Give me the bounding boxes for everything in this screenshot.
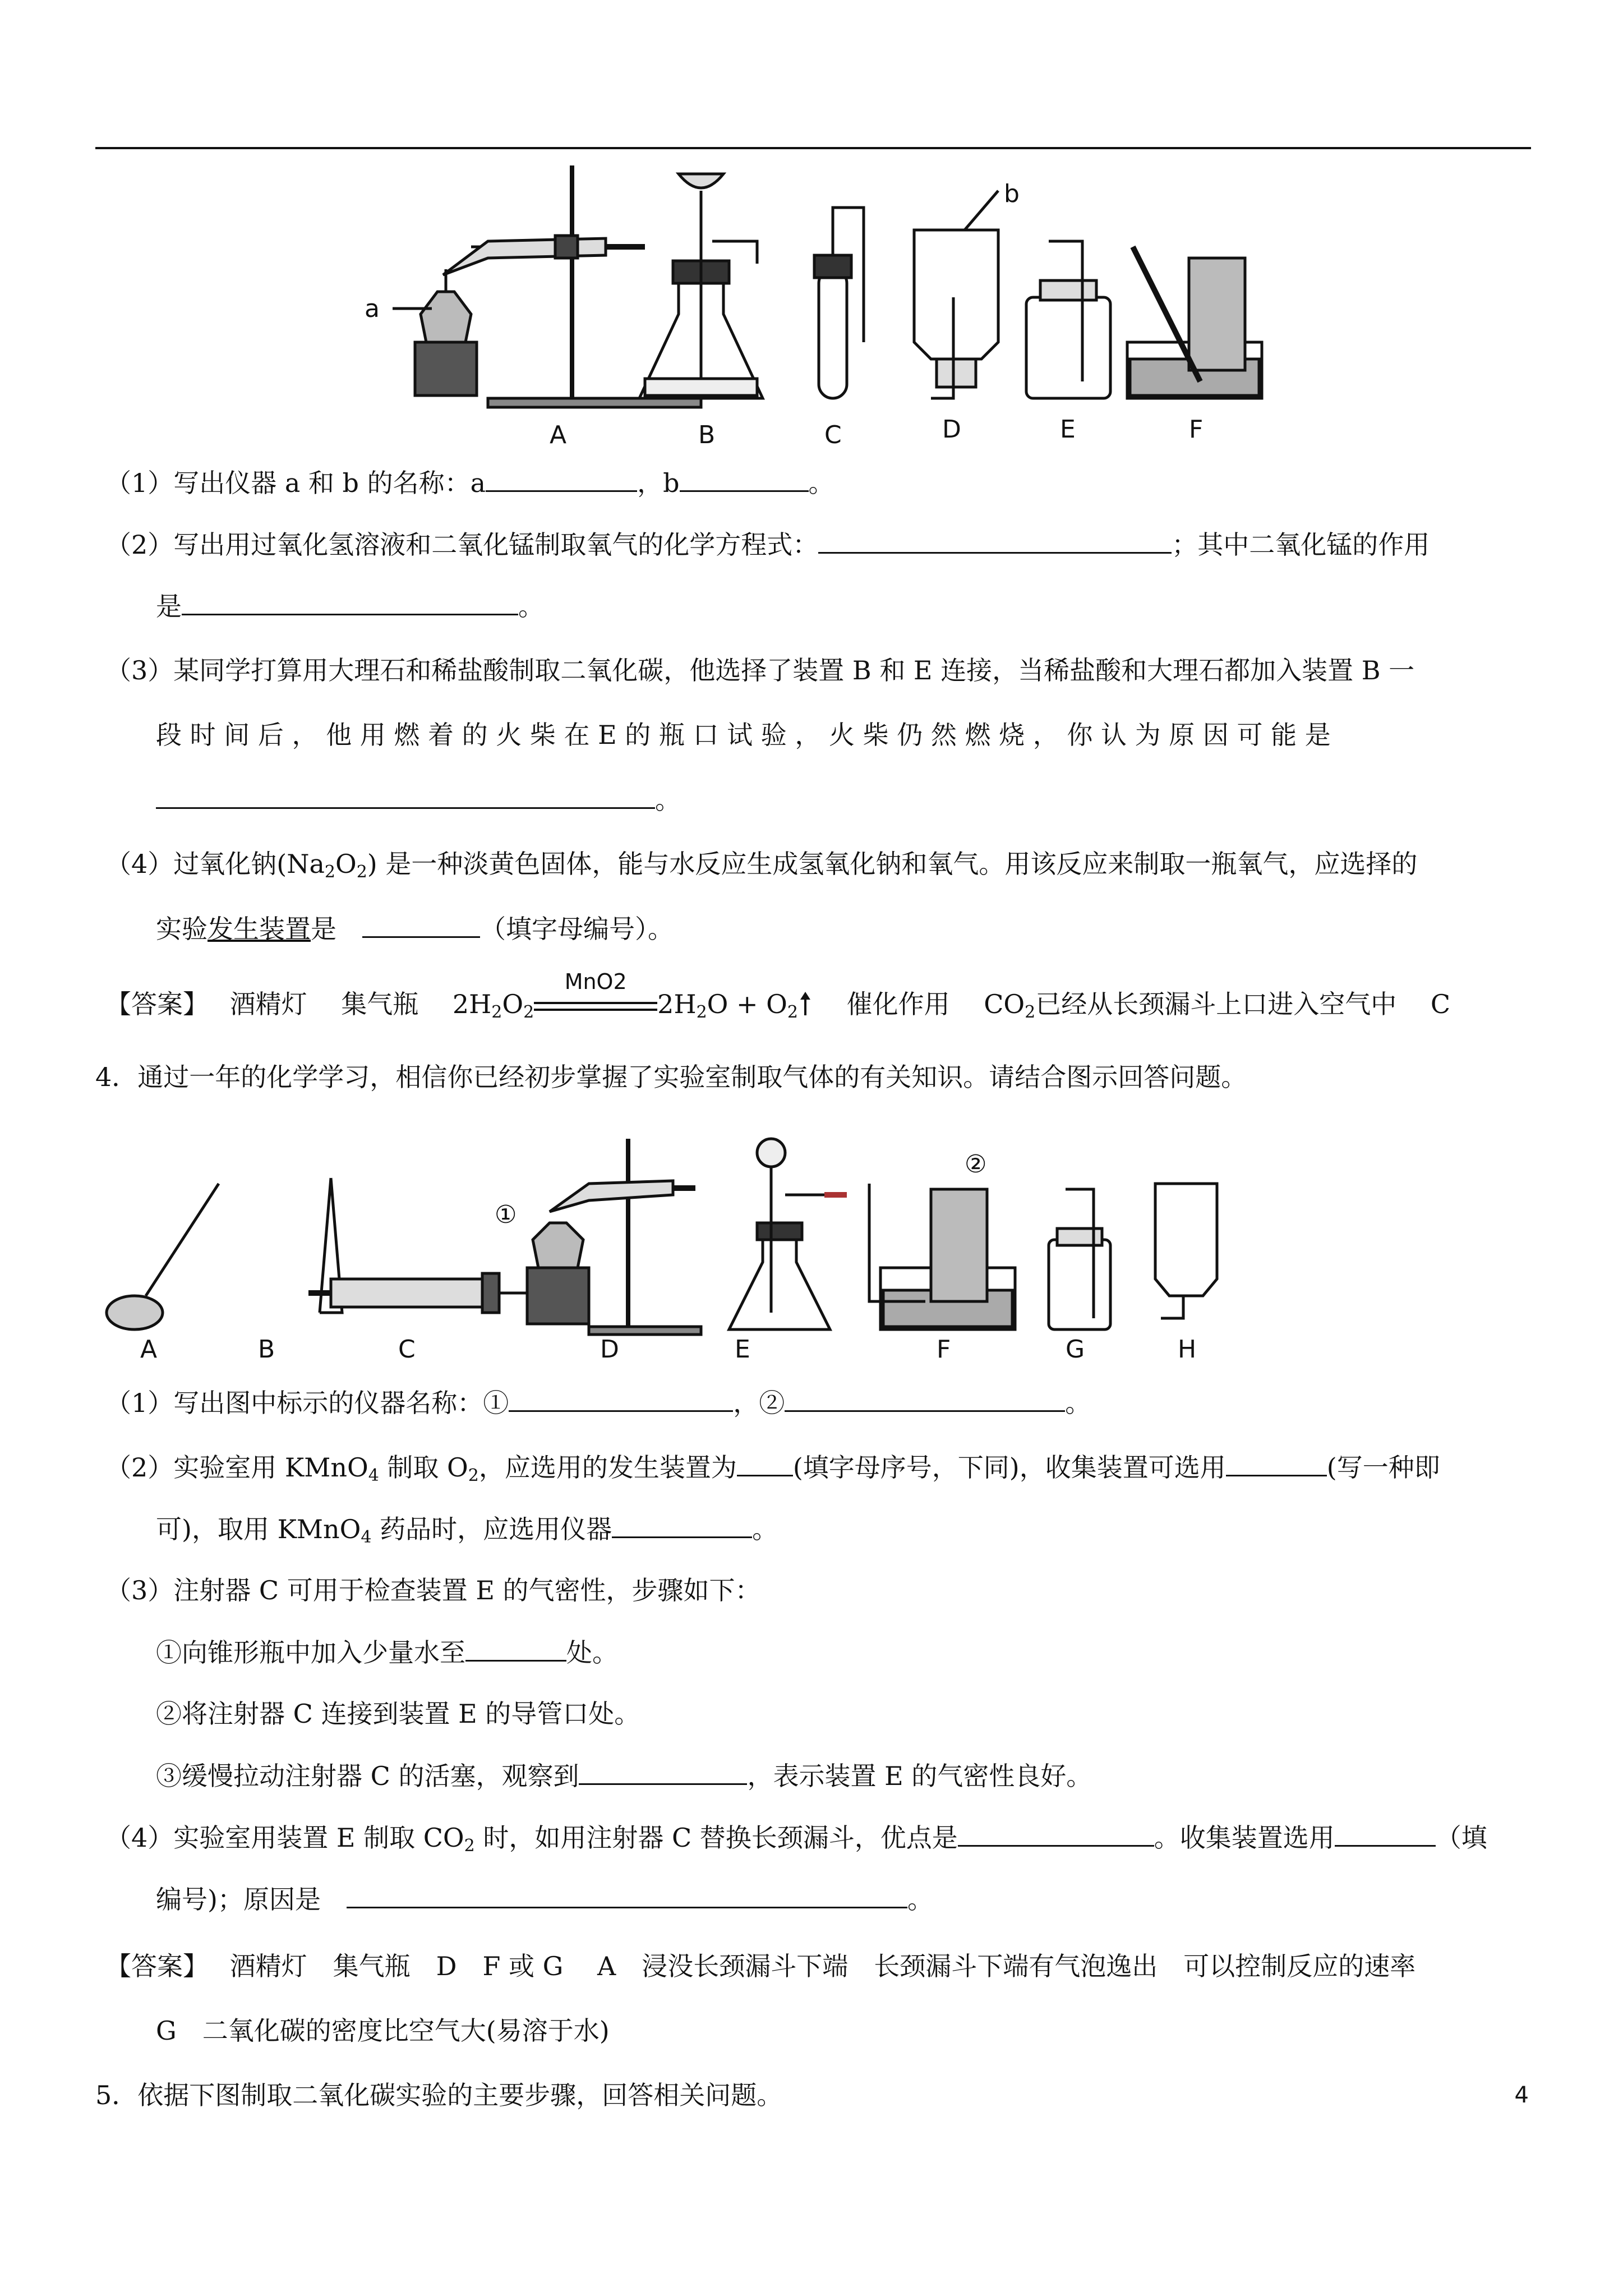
q4-answer-line2: G 二氧化碳的密度比空气大(易溶于水) [156, 2016, 610, 2046]
q3-answer-4-sub: 2 [1025, 1002, 1036, 1022]
q4-blank-observe[interactable] [579, 1759, 747, 1785]
q4-blank-advantage[interactable] [958, 1820, 1154, 1847]
q4-part2: （2）实验室用 KMnO$_4$ 制取 $O_2$，应选用的发生装置为 (填字母序号，下同)，收集装置可选用 (写一种即 [105, 1450, 1440, 1493]
q3-label-b: b [1004, 180, 1020, 208]
q3-part2b [156, 589, 544, 623]
q4-answer-line1: 酒精灯 集气瓶 D F 或 G A 浸没长颈漏斗下端 长颈漏斗下端有气泡逸出 可以控制反应的速率 [229, 1951, 1416, 1981]
q4-blank-1[interactable] [509, 1386, 733, 1412]
q3-p4-pre: （4）过氧化钠(Na [105, 849, 325, 879]
q3-label-B: B [698, 421, 716, 449]
q3-p2-text: （2）写出用过氧化氢溶液和二氧化锰制取氧气的化学方程式： [105, 530, 819, 560]
q3-answer-label: 【答案】 [105, 989, 196, 1019]
q4-part1 [105, 1386, 1091, 1420]
q4-answer-label: 【答案】 [105, 1951, 196, 1981]
q4-blank-generator[interactable] [737, 1450, 793, 1476]
q3-answer-1: 酒精灯 [229, 989, 307, 1019]
q4-label-D: D [600, 1335, 619, 1363]
q4-p1-sep: ，② [733, 1388, 785, 1418]
q4-answer [105, 1949, 1415, 1983]
q3-p4-post: ) 是一种淡黄色固体，能与水反应生成氢氧化钠和氧气。用该反应来制取一瓶氧气，应选择的 [367, 849, 1418, 879]
q3-label-F: F [1189, 415, 1204, 444]
q3-p4b-mid: 是 [311, 914, 336, 944]
q3-answer-2: 集气瓶 [341, 989, 419, 1019]
q4-label-F: F [937, 1335, 951, 1363]
q4-label-C: C [398, 1335, 416, 1363]
q3-blank-b[interactable] [680, 466, 809, 492]
q3-part2 [105, 527, 1430, 562]
q3-catalyst-label: MnO2 [564, 969, 627, 994]
q4-blank-collector[interactable] [1226, 1450, 1327, 1476]
q3-answer-4-pre: CO [984, 989, 1025, 1019]
q4-answer-cont [156, 2014, 610, 2047]
q3-part3c [156, 783, 681, 817]
q4-blank-collect[interactable] [1335, 1820, 1436, 1847]
q4-step1: ①向锥形瓶中加入少量水至 处。 [156, 1635, 618, 1669]
q4-step2-text: ②将注射器 C 连接到装置 E 的导管口处。 [156, 1699, 640, 1729]
q4-step3: ③缓慢拉动注射器 C 的活塞，观察到 ，表示装置 E 的气密性良好。 [156, 1759, 1092, 1793]
q4-part2b: 可)，取用 KMnO$_4$ 药品时，应选用仪器 。 [156, 1512, 778, 1554]
q4-marker-2: ② [965, 1150, 987, 1179]
q4-part4: （4）实验室用装置 E 制取 $CO_2$ 时，如用注射器 C 替换长颈漏斗，优点是 。收集装置选用 （填 [105, 1820, 1487, 1863]
q3-p3-text: （3）某同学打算用大理石和稀盐酸制取二氧化碳，他选择了装置 B 和 E 连接，当稀盐酸和大理石都加入装置 B 一 [105, 655, 1415, 685]
q3-label-C: C [824, 421, 842, 449]
q3-answer-4-post: 已经从长颈漏斗上口进入空气中 [1035, 989, 1397, 1019]
q3-blank-role[interactable] [182, 589, 518, 615]
q4-part4b: 编号)；原因是 。 [156, 1882, 933, 1916]
q4-marker-1: ① [495, 1200, 517, 1229]
q4-apparatus-svg [95, 1128, 1262, 1363]
q4-step2 [156, 1697, 640, 1731]
q3-p2b-end: 。 [518, 591, 544, 622]
q3-blank-reason[interactable] [156, 783, 655, 809]
q4-blank-reason[interactable] [347, 1882, 907, 1908]
q3-p2-tail: ；其中二氧化锰的作用 [1172, 530, 1430, 560]
q3-p3b-text: 段 时 间 后 ， 他 用 燃 着 的 火 柴 在 E 的 瓶 口 试 验 ， 火 柴 仍 然 燃 烧 ， 你 认 为 原 因 可 能 是 [156, 720, 1331, 750]
q3-answer-3: 催化作用 [846, 989, 950, 1019]
q5-stem [95, 2078, 782, 2112]
q4-blank-water-level[interactable] [465, 1635, 566, 1662]
q4-p3-text: （3）注射器 C 可用于检查装置 E 的气密性，步骤如下： [105, 1575, 761, 1605]
q3-label-D: D [942, 415, 961, 444]
page-number: 4 [1514, 2082, 1529, 2108]
q4-stem-text: 4．通过一年的化学学习，相信你已经初步掌握了实验室制取气体的有关知识。请结合图示回答问题。 [95, 1062, 1247, 1092]
q4-blank-2[interactable] [785, 1386, 1065, 1412]
q4-label-H: H [1178, 1335, 1197, 1363]
q3-p1-text: （1）写出仪器 a 和 b 的名称：a [105, 468, 486, 498]
q4-label-E: E [735, 1335, 750, 1363]
q3-part1 [105, 466, 834, 500]
q4-label-B: B [258, 1335, 275, 1363]
q4-blank-instrument[interactable] [612, 1512, 752, 1538]
q3-answer-equation: $2H_2O_2$ MnO2 $2H_2O + O_2$ [453, 989, 813, 1019]
q4-apparatus-figure [95, 1128, 1262, 1363]
q4-label-G: G [1066, 1335, 1085, 1363]
q3-p4b-underlined: 发生装置 [208, 914, 311, 944]
q3-label-E: E [1060, 415, 1076, 444]
q3-part3 [105, 654, 1414, 687]
q3-part4 [105, 847, 1417, 889]
q4-p1-text: （1）写出图中标示的仪器名称：① [105, 1388, 509, 1418]
q3-p4-sub2: 2 [356, 862, 367, 882]
q3-part4b [156, 912, 674, 946]
q3-p3c-end: 。 [655, 785, 681, 815]
q4-p1-end: 。 [1065, 1388, 1091, 1418]
q3-answer [105, 969, 1451, 1029]
q3-p1-end: 。 [808, 468, 834, 498]
q3-p4-mid: O [335, 849, 357, 879]
q4-part3 [105, 1573, 761, 1607]
q3-part3b [156, 718, 1331, 752]
q3-apparatus-figure [359, 157, 1267, 449]
q3-blank-equation[interactable] [818, 527, 1172, 554]
gas-up-arrow-icon [798, 991, 813, 1016]
q3-answer-5: C [1430, 989, 1451, 1019]
q4-stem [95, 1060, 1247, 1094]
q4-label-A: A [140, 1335, 158, 1363]
q3-blank-apparatus[interactable] [362, 912, 480, 938]
q3-p4b-end: （填字母编号）。 [480, 914, 674, 944]
q3-p1-sep: ，b [637, 468, 680, 498]
q5-stem-text: 5．依据下图制取二氧化碳实验的主要步骤，回答相关问题。 [95, 2080, 783, 2110]
q3-p4b-pre: 实验 [156, 914, 208, 944]
q3-label-a: a [365, 295, 380, 323]
q3-blank-a[interactable] [486, 466, 637, 492]
q3-p2b-text: 是 [156, 591, 182, 622]
q3-apparatus-svg [359, 157, 1267, 449]
header-rule [95, 147, 1531, 149]
q3-p4-sub1: 2 [324, 862, 335, 882]
q3-label-A: A [550, 421, 567, 449]
